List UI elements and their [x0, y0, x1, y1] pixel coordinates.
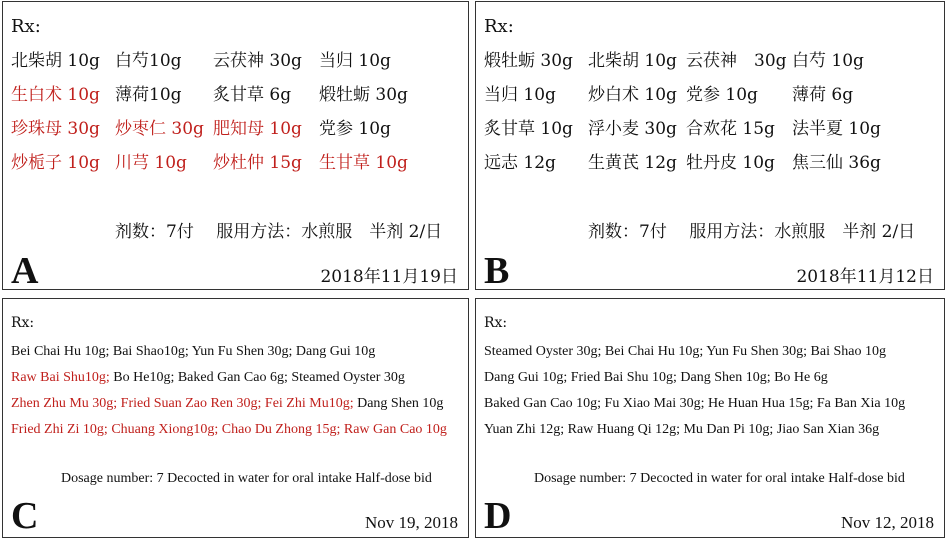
herb-entry: 浮小麦 30g — [588, 119, 677, 139]
prescription-date: 2018年11月19日 — [320, 267, 458, 287]
herb-entry: 党参 10g — [686, 85, 758, 105]
herb-segment: Bo He10g; Baked Gan Cao 6g; Steamed Oyster 30g — [109, 370, 405, 385]
rx-label: Rx: — [484, 315, 508, 331]
herb-segment: Dang Gui 10g; Fried Bai Shu 10g; Dang Shen 10g; Bo He 6g — [484, 370, 828, 385]
herb-line — [11, 343, 447, 369]
panel-letter: D — [484, 495, 512, 537]
herb-entry: 北柴胡 10g — [588, 51, 677, 71]
rx-label: Rx: — [11, 315, 35, 331]
herb-entry: 薄荷10g — [115, 85, 182, 105]
prescription-date: Nov 19, 2018 — [364, 513, 458, 532]
herb-entry: 牡丹皮 10g — [686, 153, 775, 173]
herb-line — [484, 421, 905, 447]
herb-entry: 川芎 10g — [115, 153, 187, 173]
herb-entry: 白芍 10g — [792, 51, 864, 71]
herb-lines-en — [484, 343, 905, 447]
dosage-instructions: Dosage number: 7 Decocted in water for oral intake Half-dose bid — [61, 471, 432, 486]
herb-line — [484, 369, 905, 395]
prescription-date: Nov 12, 2018 — [840, 513, 934, 532]
herb-entry: 炙甘草 6g — [213, 85, 292, 105]
herb-entry: 焦三仙 36g — [792, 153, 881, 173]
panel-letter: A — [11, 250, 39, 292]
herb-segment: Raw Bai Shu10g; — [11, 370, 110, 385]
panel-letter: C — [11, 495, 39, 537]
herb-segment: Bei Chai Hu 10g; Bai Shao10g; Yun Fu Shen 30g; Dang Gui 10g — [11, 344, 376, 359]
herb-entry: 当归 10g — [484, 85, 556, 105]
prescription-panel-c — [2, 298, 469, 538]
herb-entry: 生黄芪 12g — [588, 153, 677, 173]
herb-segment: Zhen Zhu Mu 30g; Fried Suan Zao Ren 30g; Fei Zhi Mu10g; — [11, 396, 354, 411]
herb-line — [11, 369, 447, 395]
herb-entry: 北柴胡 10g — [11, 51, 100, 71]
herb-line — [11, 395, 447, 421]
herb-entry: 云茯神 30g — [686, 51, 787, 71]
prescription-date: 2018年11月12日 — [796, 267, 934, 287]
rx-label: Rx: — [11, 16, 41, 37]
herb-entry: 炒白术 10g — [588, 85, 677, 105]
prescription-panel-b — [475, 1, 945, 290]
herb-entry: 生白术 10g — [11, 85, 100, 105]
herb-entry: 珍珠母 30g — [11, 119, 100, 139]
herb-entry: 党参 10g — [319, 119, 391, 139]
rx-label: Rx: — [484, 16, 514, 37]
herb-entry: 煅牡蛎 30g — [319, 85, 408, 105]
herb-entry: 法半夏 10g — [792, 119, 881, 139]
herb-line — [11, 421, 447, 447]
herb-entry: 炒枣仁 30g — [115, 119, 204, 139]
dosage-instructions: 剂数：7付 服用方法：水煎服 半剂 2/日 — [588, 222, 916, 242]
herb-entry: 白芍10g — [115, 51, 182, 71]
herb-line — [484, 343, 905, 369]
herb-segment: Steamed Oyster 30g; Bei Chai Hu 10g; Yun Fu Shen 30g; Bai Shao 10g — [484, 344, 886, 359]
herb-entry: 炒栀子 10g — [11, 153, 100, 173]
herb-segment: Dang Shen 10g — [353, 396, 444, 411]
herb-entry: 薄荷 6g — [792, 85, 854, 105]
herb-segment: Baked Gan Cao 10g; Fu Xiao Mai 30g; He Huan Hua 15g; Fa Ban Xia 10g — [484, 396, 906, 411]
panel-letter: B — [484, 250, 510, 292]
herb-entry: 当归 10g — [319, 51, 391, 71]
herb-entry: 远志 12g — [484, 153, 556, 173]
prescription-panel-a — [2, 1, 469, 290]
herb-segment: Fried Zhi Zi 10g; Chuang Xiong10g; Chao Du Zhong 15g; Raw Gan Cao 10g — [11, 422, 447, 437]
herb-entry: 炙甘草 10g — [484, 119, 573, 139]
dosage-instructions: Dosage number: 7 Decocted in water for oral intake Half-dose bid — [534, 471, 905, 486]
herb-entry: 煅牡蛎 30g — [484, 51, 573, 71]
herb-entry: 肥知母 10g — [213, 119, 302, 139]
herb-entry: 生甘草 10g — [319, 153, 408, 173]
herb-entry: 云茯神 30g — [213, 51, 302, 71]
herb-lines-en — [11, 343, 447, 447]
herb-segment: Yuan Zhi 12g; Raw Huang Qi 12g; Mu Dan Pi 10g; Jiao San Xian 36g — [484, 422, 880, 437]
herb-line — [484, 395, 905, 421]
prescription-panel-d — [475, 298, 945, 538]
herb-entry: 合欢花 15g — [686, 119, 775, 139]
dosage-instructions: 剂数：7付 服用方法：水煎服 半剂 2/日 — [115, 222, 443, 242]
herb-entry: 炒杜仲 15g — [213, 153, 302, 173]
